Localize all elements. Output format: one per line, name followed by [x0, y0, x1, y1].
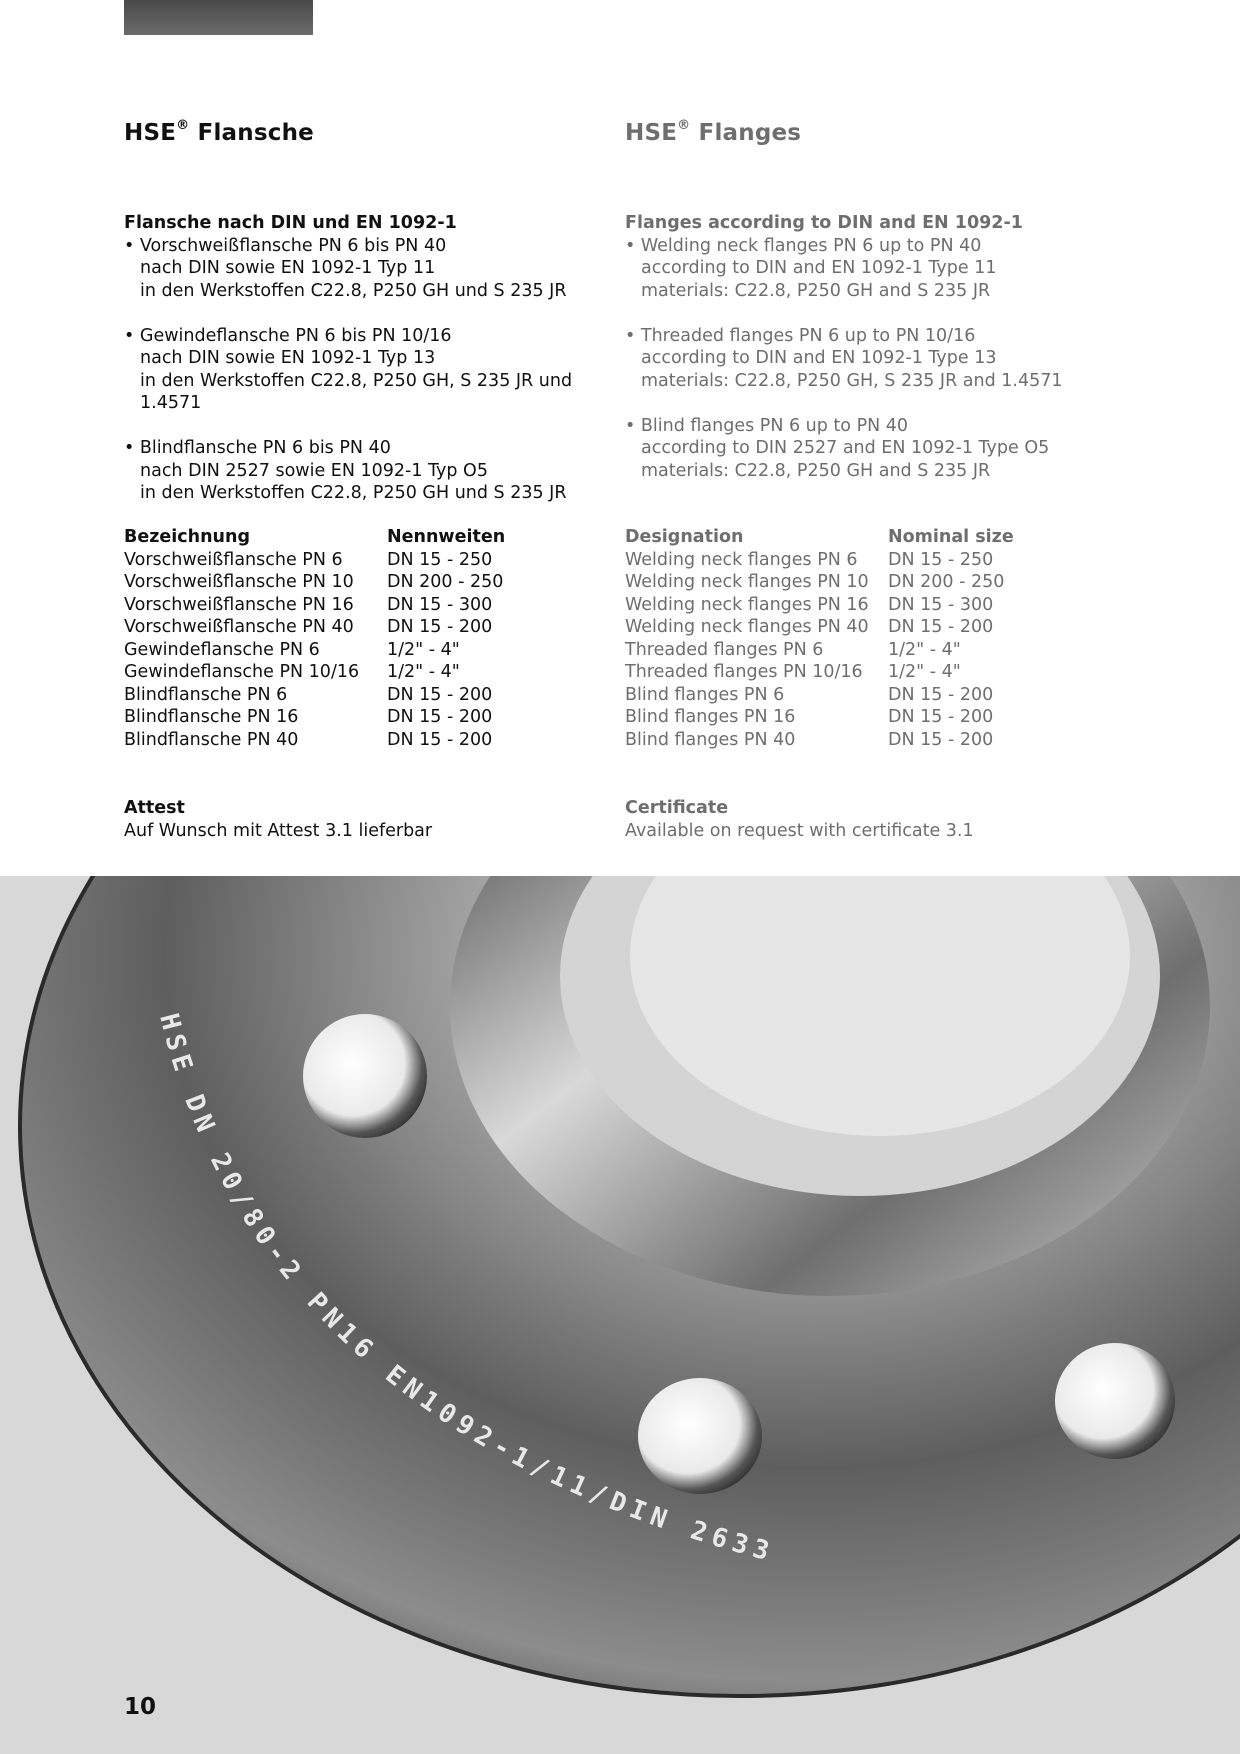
- table-row: [625, 549, 1014, 572]
- page-title-german: HSE® Flansche: [124, 118, 314, 146]
- flange-engraving: HSE DN 20/80-2 PN16 EN1092-1/11/DIN 2633: [153, 1010, 779, 1569]
- german-column: [124, 212, 604, 527]
- designation-cell: Threaded flanges PN 6: [625, 639, 824, 660]
- table-header-designation: Designation: [625, 527, 744, 547]
- english-size-table-wrap: [625, 526, 1105, 751]
- designation-cell: Vorschweißflansche PN 16: [124, 594, 354, 615]
- nominal-size-cell: DN 15 - 200: [888, 684, 994, 705]
- table-row: [124, 729, 505, 752]
- nominal-size-cell: DN 15 - 200: [888, 729, 994, 750]
- table-row: [124, 684, 505, 707]
- table-row: [124, 616, 505, 639]
- table-row: [124, 706, 505, 729]
- nominal-size-cell: DN 15 - 300: [387, 594, 493, 615]
- designation-cell: Welding neck flanges PN 40: [625, 617, 869, 637]
- table-row: [124, 549, 505, 572]
- nominal-size-cell: 1/2" - 4": [888, 639, 961, 660]
- size-table-german: [124, 526, 505, 751]
- bolt-hole: [1055, 1343, 1175, 1459]
- table-row: [124, 661, 505, 684]
- designation-cell: Gewindeflansche PN 10/16: [124, 662, 360, 682]
- flange-photo: [0, 876, 1240, 1754]
- designation-cell: Vorschweißflansche PN 10: [124, 572, 354, 592]
- bullet-item: • Vorschweißflansche PN 6 bis PN 40 nach DIN sowie EN 1092-1 Typ 11 in den Werkstoffen C22.8, P250 GH und S 235 JR: [124, 235, 567, 301]
- bullet-item: • Threaded flanges PN 6 up to PN 10/16 according to DIN and EN 1092-1 Type 13 materials: C22.8, P250 GH, S 235 JR and 1.4571: [625, 325, 1063, 391]
- nominal-size-cell: 1/2" - 4": [387, 639, 460, 660]
- nominal-size-cell: DN 15 - 200: [888, 707, 994, 727]
- table-header-nominal-size: Nennweiten: [387, 527, 506, 547]
- page-title-english: HSE® Flanges: [625, 118, 802, 146]
- table-row: [124, 639, 505, 662]
- nominal-size-cell: 1/2" - 4": [387, 662, 460, 682]
- german-size-table-wrap: [124, 526, 604, 751]
- designation-cell: Blindflansche PN 40: [124, 729, 299, 750]
- nominal-size-cell: DN 15 - 250: [387, 549, 493, 570]
- table-row: [625, 639, 1014, 662]
- section-heading-english: Flanges according to DIN and EN 1092-1: [625, 213, 1023, 233]
- certificate-english: [625, 797, 1105, 842]
- table-row: [625, 729, 1014, 752]
- bolt-hole: [303, 1014, 427, 1138]
- section-heading-german: Flansche nach DIN und EN 1092-1: [124, 213, 457, 233]
- designation-cell: Gewindeflansche PN 6: [124, 639, 320, 660]
- nominal-size-cell: DN 15 - 300: [888, 594, 994, 615]
- certificate-text: Auf Wunsch mit Attest 3.1 lieferbar: [124, 820, 433, 841]
- flange-illustration: [0, 876, 1240, 1754]
- table-row: [625, 571, 1014, 594]
- nominal-size-cell: DN 15 - 200: [888, 617, 994, 637]
- nominal-size-cell: DN 15 - 200: [387, 617, 493, 637]
- designation-cell: Vorschweißflansche PN 40: [124, 617, 354, 637]
- bolt-hole: [638, 1378, 762, 1494]
- bullet-item: • Blind flanges PN 6 up to PN 40 according to DIN 2527 and EN 1092-1 Type O5 materials: C22.8, P250 GH and S 235 JR: [625, 415, 1050, 481]
- size-table-english: [625, 526, 1014, 751]
- designation-cell: Blind flanges PN 40: [625, 729, 796, 750]
- certificate-text: Available on request with certificate 3.1: [625, 820, 974, 841]
- nominal-size-cell: DN 200 - 250: [387, 572, 504, 592]
- table-row: [625, 616, 1014, 639]
- table-row: [625, 661, 1014, 684]
- certificate-heading: Certificate: [625, 798, 729, 818]
- certificate-heading: Attest: [124, 798, 185, 818]
- table-row: [625, 594, 1014, 617]
- designation-cell: Threaded flanges PN 10/16: [625, 662, 863, 682]
- nominal-size-cell: DN 15 - 200: [387, 729, 493, 750]
- nominal-size-cell: DN 15 - 250: [888, 549, 994, 570]
- designation-cell: Vorschweißflansche PN 6: [124, 549, 343, 570]
- bullet-item: • Gewindeflansche PN 6 bis PN 10/16 nach DIN sowie EN 1092-1 Typ 13 in den Werkstoffen C22.8, P250 GH, S 235 JR und 1.4571: [124, 325, 573, 413]
- nominal-size-cell: DN 15 - 200: [387, 707, 493, 727]
- bullet-item: • Welding neck flanges PN 6 up to PN 40 according to DIN and EN 1092-1 Type 11 materials: C22.8, P250 GH and S 235 JR: [625, 235, 997, 301]
- nominal-size-cell: DN 200 - 250: [888, 572, 1005, 592]
- header-tab-bar: [124, 0, 313, 35]
- designation-cell: Welding neck flanges PN 16: [625, 594, 869, 615]
- designation-cell: Blindflansche PN 6: [124, 684, 288, 705]
- english-column: [625, 212, 1105, 505]
- table-header-nominal-size: Nominal size: [888, 527, 1014, 547]
- designation-cell: Blind flanges PN 16: [625, 707, 796, 727]
- designation-cell: Welding neck flanges PN 6: [625, 549, 858, 570]
- table-row: [124, 571, 505, 594]
- page-number: 10: [124, 1694, 157, 1720]
- table-row: [625, 684, 1014, 707]
- nominal-size-cell: DN 15 - 200: [387, 684, 493, 705]
- designation-cell: Welding neck flanges PN 10: [625, 572, 869, 592]
- certificate-german: [124, 797, 604, 842]
- table-row: [124, 594, 505, 617]
- table-header-designation: Bezeichnung: [124, 527, 250, 547]
- nominal-size-cell: 1/2" - 4": [888, 662, 961, 682]
- designation-cell: Blind flanges PN 6: [625, 684, 785, 705]
- table-row: [625, 706, 1014, 729]
- bullet-item: • Blindflansche PN 6 bis PN 40 nach DIN 2527 sowie EN 1092-1 Typ O5 in den Werkstoffen C22.8, P250 GH und S 235 JR: [124, 438, 567, 503]
- designation-cell: Blindflansche PN 16: [124, 707, 299, 727]
